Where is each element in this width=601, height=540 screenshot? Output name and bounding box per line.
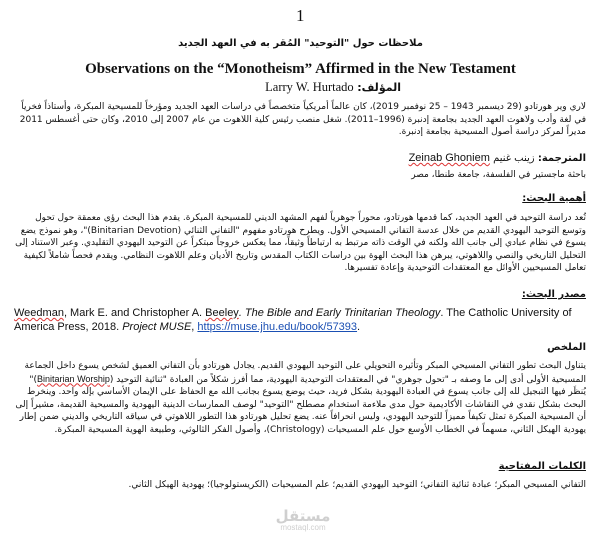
page-number: 1 [296,6,305,25]
author-bio: لاري وير هورتادو (29 ديسمبر 1943 – 25 نوفمبر 2019)، كان عالماً أمريكياً متخصصاً في دراسات العهد الجديد ومؤرخاً للمسيحية المبكرة، وأستاذاً فخرياً في لغة وأدب ولاهوت العهد الجديد بجامعة إدنبرة (1996–2011). شغل منصب رئيس كلية اللاهوت من عام 2007 إلى 2010، وكان حتى أغسطس 2011 مديراً لمركز دراسة أصول المسيحية بجامعة إدنبرة. [19,102,586,137]
citation-project: Project MUSE [122,321,192,333]
abstract-binitarian-term: Binitarian Worship [37,373,110,384]
translator-name-ar: زينب غنيم [493,153,535,164]
watermark-logo [268,507,338,532]
watermark-text-ar: مستقل [275,507,331,525]
abstract-text-part-1: يتناول البحث تطور التفاني المسيحي المبكر وتأثيره التحويلي على التوحيد اليهودي القديم. يجادل هورتادو بأن التفاني العميق لشخص يسوع داخل الجماعة المسيحية الأولى أدى إلى ما وصفه بـ "تحول جوهري" في المعتقدات التوحيدية اليهودية، مما أفرز شكلاً من العبادة "ثنائية التوحيد ( [24,361,586,385]
citation-authors-rest: , Mark E. and Christopher A. [63,307,206,319]
author-name: Larry W. Hurtado [265,80,354,94]
source-citation: Weedman, Mark E. and Christopher A. Beeley. The Bible and Early Trinitarian Theology. The Catholic University of America Press, 2018. Project MUSE, https://muse.jhu.edu/book/57393. [14,307,572,333]
source-heading: مصدر البحث: [521,289,586,300]
author-line [265,80,401,95]
importance-heading: أهمية البحث: [522,193,586,204]
citation-book-title: . The Bible and Early Trinitarian Theology [238,307,441,319]
abstract-text [14,360,586,436]
watermark-text-en: mostaql.com [280,523,326,532]
citation-author-1: Weedman [14,307,64,319]
citation-end: . [357,321,361,333]
importance-text: تُعد دراسة التوحيد في العهد الجديد، كما قدمها هورتادو، محوراً جوهرياً لفهم المشهد الديني للمسيحية المبكرة. يقدم هذا البحث رؤى معمقة حول تحول وتوسع التوحيد اليهودي القديم من خلال عدسة التفاني المسيحي الأول. ويطرح هورتادو مفهوم "التفاني الثنائي (Binitarian Devotion)"، وهو نموذج يضع يسوع في نظام عبادي إلى جانب الله ولكنه في الوقت ذاته مرتبط به ارتباطاً وثيقاً، مما يعكس خروجاً مبتكراً عن التوحيد اليهودي التقليدي. وعبر الاستناد إلى التحليل التاريخي والنصي واللاهوتي، يبرهن هذا البحث الهوة بين دراسات الكتاب المقدس وتاريخ الأديان وعلم اللاهوت النظامي. ويقدم فحصاً شاملاً لكيفية تعامل المسيحيين الأوائل مع المعتقدات التوحيدية وإعادة تفسيرها. [15,213,586,273]
title-arabic: ملاحظات حول "التوحيد" المُقر به في العهد الجديد [178,38,423,49]
translator-line [409,152,586,164]
keywords-text: التفاني المسيحي المبكر؛ عبادة ثنائية التفاني؛ التوحيد اليهودي القديم؛ علم المسيحيات (الكريستولوجيا)؛ يهودية الهيكل الثاني. [128,480,586,490]
author-label: المؤلف: [357,81,401,94]
translator-name-en: Zeinab Ghoniem [408,152,490,164]
citation-link[interactable]: https://muse.jhu.edu/book/57393 [197,321,358,333]
translator-affiliation: باحثة ماجستير في الفلسفة، جامعة طنطا، مصر [411,170,586,180]
abstract-text-part-2: )" يُنظَر فيها التبجيل لله إلى جانب يسوع في العبادة اليهودية بشكل فريد، حيث يوضع يسوع بجانب الله مع الحفاظ على الإيمان الأساسي بإله واحد. وينخرط البحث بشكل نقدي في النقاشات الأكاديمية حول مدى ملاءمة استخدام مصطلح "التوحيد" لوصف الممارسات الدينية اليهودية والمسيحية القديمة، مشيراً إلى أن المسيحية المبكرة تمثل تكيفاً مميزاً للتوحيد اليهودي، وليس انحرافاً عنه. يضع تحليل هورتادو هذا التطور اللاهوتي في سياقه التاريخي والديني ضمن إطار يهودية الهيكل الثاني، مسهماً في الخطاب الأوسع حول علم المسيحيات (Christology)، وأصول الفكر الثالوثي، وطبيعة الهوية المسيحية المبكرة. [15,374,586,435]
citation-publisher: . The Catholic University of America Press, 2018. [14,307,572,333]
title-english: Observations on the “Monotheism” Affirmed in the New Testament [85,61,516,77]
keywords-heading: الكلمات المفتاحية [498,461,586,472]
citation-author-2: Beeley [205,307,239,319]
translator-label: المترجمة: [537,153,586,164]
abstract-heading: الملخص [547,342,586,353]
